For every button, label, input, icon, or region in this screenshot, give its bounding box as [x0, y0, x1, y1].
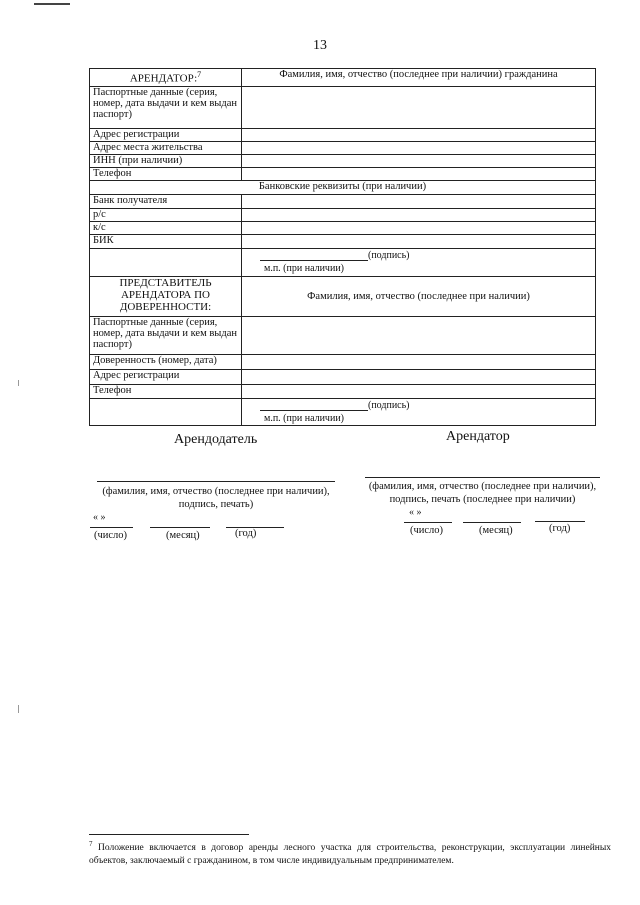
rep-registration-address-value[interactable] [242, 370, 596, 385]
rep-signature-cell[interactable] [242, 399, 596, 426]
registration-address-value[interactable] [242, 129, 596, 142]
representative-fio-header: Фамилия, имя, отчество (последнее при наличии) [242, 277, 596, 317]
settlement-account-label: р/с [90, 209, 242, 222]
passport-label: Паспортные данные (серия, номер, дата выдачи и кем выдан паспорт) [90, 87, 242, 129]
footnote-number: 7 [89, 840, 93, 848]
lessee-header: АРЕНДАТОР:$^7$ [90, 69, 242, 87]
lessor-day-label: (число) [94, 530, 128, 541]
footnote-text: Положение включается в договор аренды лесного участка для строительства, реконструкции, эксплуатации линейных объектов, заключаемый с гражданином, в том числе индивидуальным предпринимателем. [89, 843, 612, 867]
bik-label: БИК [90, 235, 242, 249]
residence-address-label: Адрес места жительства [90, 142, 242, 155]
fio-header: Фамилия, имя, отчество (последнее при наличии) гражданина [242, 69, 596, 87]
lessee-month-label: (месяц) [479, 525, 513, 536]
footnote [89, 838, 611, 868]
lessor-sign-line[interactable] [97, 481, 335, 482]
lessor-month-label: (месяц) [166, 530, 200, 541]
residence-address-value[interactable] [242, 142, 596, 155]
page-number: 13 [313, 38, 327, 53]
signature-blank [90, 249, 242, 277]
lessor-title: Арендодатель [174, 432, 258, 447]
power-of-attorney-value[interactable] [242, 355, 596, 370]
signature-label: (подпись) [368, 250, 410, 261]
bank-details-header: Банковские реквизиты (при наличии) [90, 181, 596, 195]
rep-phone-value[interactable] [242, 385, 596, 399]
lessee-date-quotes: « » [409, 507, 422, 518]
bank-name-value[interactable] [242, 195, 596, 209]
lessor-date-quotes: « » [93, 512, 106, 523]
representative-header: ПРЕДСТАВИТЕЛЬ АРЕНДАТОРА ПО ДОВЕРЕННОСТИ: [90, 277, 242, 317]
rep-signature-line [260, 410, 368, 411]
rep-phone-label: Телефон [90, 385, 242, 399]
lessee-details-table [89, 68, 596, 426]
lessee-year-label: (год) [549, 523, 571, 534]
lessor-month-line[interactable] [150, 527, 210, 528]
scan-artifact [18, 705, 19, 713]
lessee-year-line[interactable] [535, 521, 585, 522]
scan-artifact [18, 380, 19, 386]
inn-label: ИНН (при наличии) [90, 155, 242, 168]
inn-value[interactable] [242, 155, 596, 168]
rep-signature-blank [90, 399, 242, 426]
correspondent-account-label: к/с [90, 222, 242, 235]
power-of-attorney-label: Доверенность (номер, дата) [90, 355, 242, 370]
settlement-account-value[interactable] [242, 209, 596, 222]
bik-value[interactable] [242, 235, 596, 249]
registration-address-label: Адрес регистрации [90, 129, 242, 142]
passport-value[interactable] [242, 87, 596, 129]
lessee-day-line[interactable] [404, 522, 452, 523]
footnote-rule [89, 834, 249, 835]
scan-mark [34, 3, 70, 5]
lessor-sign-note: (фамилия, имя, отчество (последнее при наличии), подпись, печать) [102, 486, 330, 510]
phone-value[interactable] [242, 168, 596, 181]
lessee-signature-cell[interactable] [242, 249, 596, 277]
rep-signature-label: (подпись) [368, 400, 410, 411]
rep-passport-value[interactable] [242, 317, 596, 355]
lessee-sign-note: (фамилия, имя, отчество (последнее при наличии), подпись, печать (последнее при наличии) [368, 481, 597, 505]
phone-label: Телефон [90, 168, 242, 181]
correspondent-account-value[interactable] [242, 222, 596, 235]
lessor-year-label: (год) [235, 528, 257, 539]
bank-name-label: Банк получателя [90, 195, 242, 209]
rep-registration-address-label: Адрес регистрации [90, 370, 242, 385]
stamp-label: м.п. (при наличии) [264, 263, 344, 274]
rep-stamp-label: м.п. (при наличии) [264, 413, 344, 424]
lessee-title: Арендатор [446, 429, 510, 444]
lessee-month-line[interactable] [463, 522, 521, 523]
lessee-sign-line[interactable] [365, 477, 600, 478]
lessor-day-line[interactable] [90, 527, 133, 528]
signature-line [260, 260, 368, 261]
rep-passport-label: Паспортные данные (серия, номер, дата выдачи и кем выдан паспорт) [90, 317, 242, 355]
lessee-day-label: (число) [410, 525, 444, 536]
